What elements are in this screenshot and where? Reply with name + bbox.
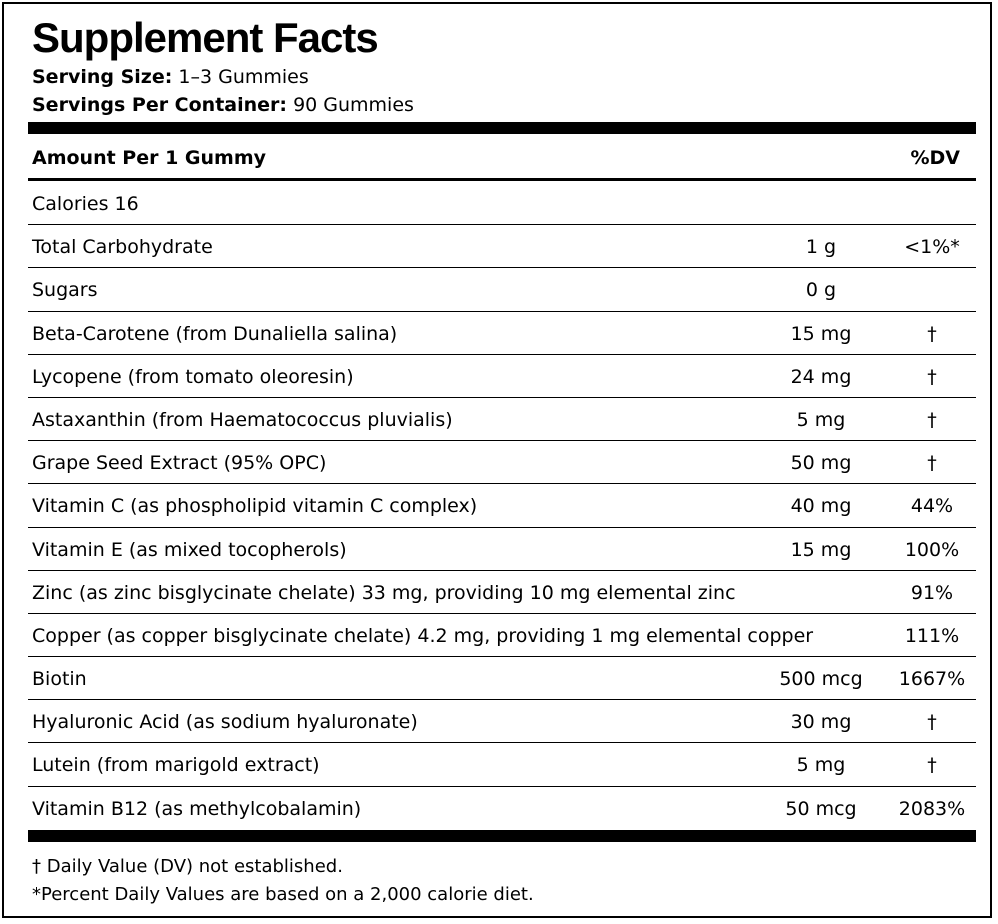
nutrient-name: Hyaluronic Acid (as sodium hyaluronate): [32, 711, 418, 734]
nutrient-name: Vitamin E (as mixed tocopherols): [32, 538, 347, 561]
nutrient-daily-value: 1667%: [898, 668, 966, 691]
nutrient-name: Lutein (from marigold extract): [32, 754, 320, 777]
table-row: [28, 441, 976, 484]
nutrient-daily-value: †: [927, 365, 937, 388]
table-row: [28, 528, 976, 571]
nutrient-name: Total Carbohydrate: [32, 236, 213, 259]
nutrient-daily-value: †: [927, 452, 937, 475]
table-row: [28, 657, 976, 700]
nutrient-name: Astaxanthin (from Haematococcus pluvialis): [32, 408, 453, 431]
table-row: [28, 571, 976, 614]
nutrient-amount: 50 mcg: [785, 797, 857, 820]
nutrient-daily-value: 44%: [910, 495, 954, 518]
nutrient-name: Beta-Carotene (from Dunaliella salina): [32, 322, 398, 345]
nutrient-amount: 5 mg: [796, 754, 846, 777]
nutrient-daily-value: †: [927, 754, 937, 777]
table-row: [28, 225, 976, 268]
nutrient-amount: 1 g: [805, 236, 837, 259]
serving-size: [32, 64, 309, 90]
table-row: [28, 700, 976, 743]
nutrient-amount: 0 g: [805, 279, 837, 302]
nutrient-amount: 5 mg: [796, 408, 846, 431]
table-row: [28, 484, 976, 527]
nutrient-name: Lycopene (from tomato oleoresin): [32, 365, 354, 388]
servings-per-container: [32, 92, 414, 118]
nutrient-daily-value: †: [927, 322, 937, 345]
nutrient-amount: 24 mg: [790, 365, 852, 388]
servings-per-container-value: 90 Gummies: [293, 94, 414, 116]
table-row: [28, 398, 976, 441]
nutrient-name: Vitamin B12 (as methylcobalamin): [32, 797, 362, 820]
nutrient-amount: 15 mg: [790, 538, 852, 561]
nutrient-name: Biotin: [32, 668, 87, 691]
nutrient-daily-value: †: [927, 408, 937, 431]
bottom-thick-rule: [28, 830, 976, 842]
footnote-dv-not-established: † Daily Value (DV) not established.: [32, 856, 343, 877]
nutrient-name: Grape Seed Extract (95% OPC): [32, 452, 327, 475]
nutrient-daily-value: <1%*: [904, 236, 960, 259]
table-header: [28, 137, 976, 181]
top-thick-rule: [28, 122, 976, 134]
nutrient-daily-value: 100%: [904, 538, 960, 561]
nutrient-name: Vitamin C (as phospholipid vitamin C complex): [32, 495, 478, 518]
table-row: [28, 268, 976, 311]
table-row: [28, 743, 976, 786]
serving-size-label: Serving Size:: [32, 66, 173, 88]
supplement-facts-panel: [2, 2, 992, 918]
nutrient-amount: 50 mg: [790, 452, 852, 475]
nutrient-name: Sugars: [32, 279, 98, 302]
nutrient-amount: 40 mg: [790, 495, 852, 518]
footnote-percent-daily-values: *Percent Daily Values are based on a 2,000 calorie diet.: [32, 884, 534, 905]
nutrient-daily-value: 111%: [904, 624, 960, 647]
table-row: [28, 312, 976, 355]
nutrient-table: [28, 182, 976, 830]
nutrient-daily-value: 91%: [910, 581, 954, 604]
table-row: [28, 614, 976, 657]
table-row: [28, 355, 976, 398]
nutrient-daily-value: 2083%: [898, 797, 966, 820]
nutrient-name: Calories 16: [32, 193, 139, 215]
panel-title: Supplement Facts: [32, 14, 378, 61]
amount-per-serving-header: Amount Per 1 Gummy: [32, 147, 267, 169]
nutrient-daily-value: †: [927, 711, 937, 734]
table-row: [28, 787, 976, 830]
nutrient-name: Copper (as copper bisglycinate chelate) 4.2 mg, providing 1 mg elemental copper: [32, 624, 814, 647]
nutrient-amount: 500 mcg: [779, 668, 863, 691]
table-row: [28, 182, 976, 225]
daily-value-header: %DV: [910, 147, 960, 169]
servings-per-container-label: Servings Per Container:: [32, 94, 288, 116]
nutrient-amount: 30 mg: [790, 711, 852, 734]
serving-size-value: 1–3 Gummies: [178, 66, 309, 88]
nutrient-amount: 15 mg: [790, 322, 852, 345]
nutrient-name: Zinc (as zinc bisglycinate chelate) 33 mg, providing 10 mg elemental zinc: [32, 581, 736, 604]
